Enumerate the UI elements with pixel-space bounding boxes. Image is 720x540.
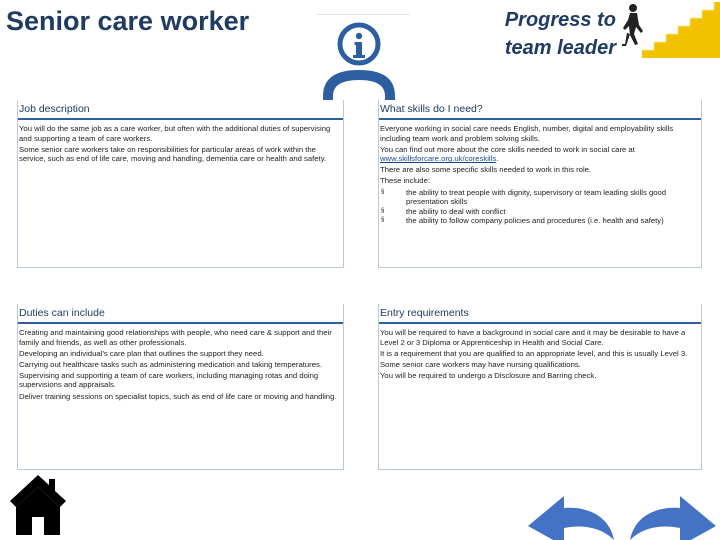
job-description-card [17, 100, 344, 268]
paragraph: Supervising and supporting a team of care workers, including managing rotas and doing supervisions and appraisals. [19, 370, 319, 390]
skills-list [380, 188, 697, 226]
entry-requirements-card [378, 304, 702, 470]
paragraph: You will be required to undergo a Disclosure and Barring check. [380, 370, 597, 380]
bullet-marker: § [381, 217, 385, 224]
core-skills-link[interactable]: www.skillsforcare.org.uk/coreskills [380, 154, 497, 164]
page-title: Senior care worker [6, 6, 250, 36]
paragraph [380, 145, 697, 164]
paragraph: Some senior care workers may have nursing qualifications. [380, 359, 581, 369]
bullet-marker: § [381, 207, 385, 214]
paragraph: These include: [380, 176, 430, 186]
punctuation: . [496, 154, 499, 164]
bullet-marker: § [381, 188, 385, 195]
progress-title-line1: Progress to [504, 9, 616, 31]
paragraph: Carrying out healthcare tasks such as administering medication and taking temperatures. [19, 359, 322, 369]
divider [316, 14, 410, 15]
list-item [380, 207, 697, 217]
card-heading: What skills do I need? [379, 100, 701, 120]
progress-title-line2: team leader [504, 37, 616, 59]
card-body [19, 124, 339, 165]
card-heading: Duties can include [18, 304, 343, 324]
paragraph: It is a requirement that you are qualified to an appropriate level, and this is usually Level 3. [380, 348, 688, 358]
paragraph-text: You can find out more about the core skills needed to work in social care at [380, 144, 635, 154]
list-item-text: the ability to deal with conflict [406, 206, 506, 216]
paragraph: You will do the same job as a care worker, but often with the additional duties of supervising and supporting a team of care workers. [19, 124, 331, 143]
card-heading: Job description [18, 100, 343, 120]
progress-title [468, 6, 616, 62]
list-item [380, 216, 697, 226]
info-person-icon [312, 22, 410, 104]
paragraph: Everyone working in social care needs English, number, digital and employability skills including team work and problem solving skills. [380, 124, 674, 143]
home-icon[interactable] [8, 473, 68, 535]
paragraph: Some senior care workers take on responsibilities for particular areas of work within the service, such as end of life care, moving and handling, dementia care or health and safety. [19, 144, 327, 164]
card-body [380, 328, 697, 382]
paragraph: Developing an individual’s care plan that outlines the support they need. [19, 348, 264, 358]
list-item-text: the ability to treat people with dignity, supervisory or team leading skills good presentation skills [406, 187, 667, 207]
back-arrow-icon[interactable] [524, 490, 616, 540]
card-heading: Entry requirements [379, 304, 701, 324]
list-item [380, 188, 697, 207]
paragraph: Creating and maintaining good relationships with people, who need care & support and their family and friends, as well as other professionals. [19, 328, 332, 347]
forward-arrow-icon[interactable] [628, 490, 720, 540]
list-item-text: the ability to follow company policies and procedures (i.e. health and safety) [406, 216, 664, 226]
skills-card [378, 100, 702, 268]
card-body [19, 328, 339, 403]
duties-card [17, 304, 344, 470]
stairs-climber-icon [616, 0, 720, 58]
paragraph: You will be required to have a background in social care and it may be desirable to have a Level 2 or 3 Diploma or Apprenticeship in Health and Social Care. [380, 328, 686, 347]
paragraph: There are also some specific skills needed to work in this role. [380, 165, 592, 175]
paragraph: Deliver training sessions on specialist topics, such as end of life care or moving and handling. [19, 391, 337, 401]
card-body [380, 124, 697, 226]
